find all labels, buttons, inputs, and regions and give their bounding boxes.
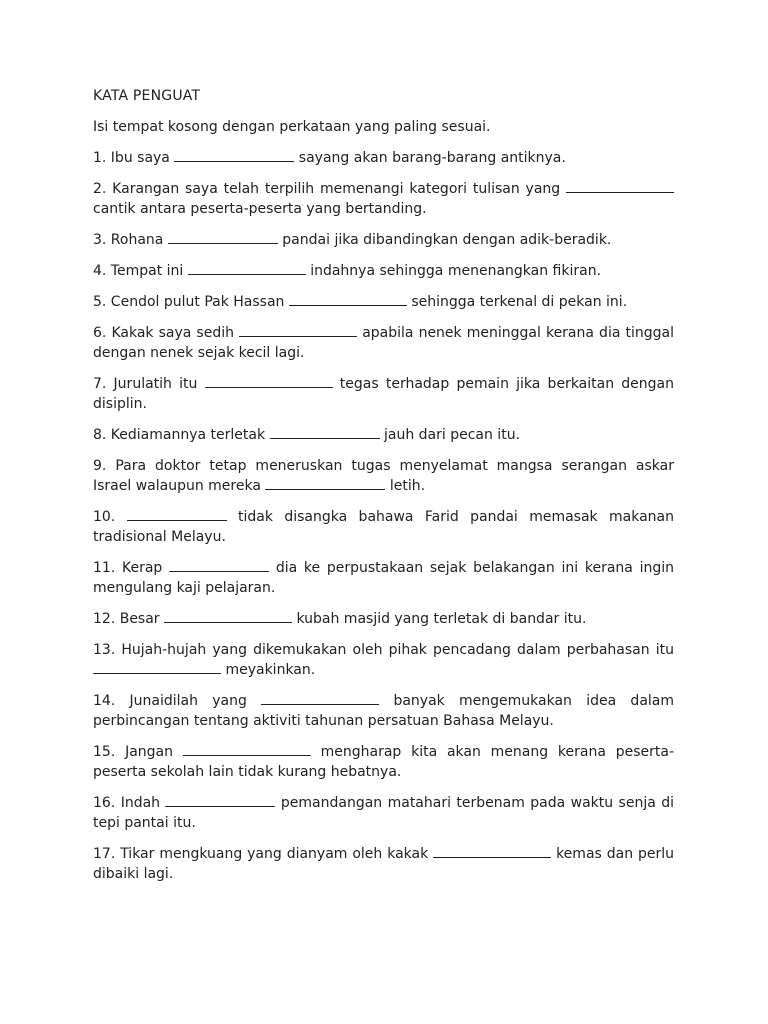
question-15 [93, 742, 674, 782]
worksheet [93, 86, 674, 895]
question-2 [93, 179, 674, 219]
question-text: 3. Rohana [93, 232, 164, 248]
question-text: 9. Para doktor tetap meneruskan tugas menyelamat mangsa serangan askar Israel walaupun mereka [93, 458, 674, 494]
worksheet-title: KATA PENGUAT [93, 88, 201, 104]
question-text: 2. Karangan saya telah terpilih memenangi kategori tulisan yang [93, 181, 561, 197]
question-text: tidak disangka bahawa Farid pandai memasak makanan tradisional Melayu. [93, 509, 674, 545]
answer-blank[interactable] [165, 793, 275, 807]
question-text: jauh dari pecan itu. [383, 427, 521, 443]
answer-blank[interactable] [169, 558, 269, 572]
question-14 [93, 691, 674, 731]
question-7 [93, 374, 674, 414]
question-text: kubah masjid yang terletak di bandar itu. [296, 611, 587, 627]
question-text: 5. Cendol pulut Pak Hassan [93, 294, 285, 310]
question-text: cantik antara peserta-peserta yang bertanding. [93, 201, 427, 217]
answer-blank[interactable] [566, 179, 674, 193]
question-text: sayang akan barang-barang antiknya. [298, 150, 566, 166]
question-text: 17. Tikar mengkuang yang dianyam oleh kakak [93, 846, 429, 862]
answer-blank[interactable] [127, 507, 227, 521]
question-text: 16. Indah [93, 795, 161, 811]
answer-blank[interactable] [188, 261, 306, 275]
question-text: 4. Tempat ini [93, 263, 184, 279]
question-text: mengharap kita akan menang kerana peserta-peserta sekolah lain tidak kurang hebatnya. [93, 744, 675, 780]
question-16 [93, 793, 674, 833]
question-text: 6. Kakak saya sedih [93, 325, 234, 341]
question-6 [93, 323, 674, 363]
question-1 [93, 148, 674, 168]
worksheet-instruction: Isi tempat kosong dengan perkataan yang paling sesuai. [93, 119, 491, 135]
question-text: apabila nenek meninggal kerana dia tinggal dengan nenek sejak kecil lagi. [93, 325, 674, 361]
question-13 [93, 640, 674, 680]
question-10 [93, 507, 674, 547]
question-11 [93, 558, 674, 598]
question-text: sehingga terkenal di pekan ini. [411, 294, 628, 310]
question-text: kemas dan perlu dibaiki lagi. [93, 846, 675, 882]
question-text: pemandangan matahari terbenam pada waktu senja di tepi pantai itu. [93, 795, 675, 831]
question-4 [93, 261, 674, 281]
question-3 [93, 230, 674, 250]
question-text: 13. Hujah-hujah yang dikemukakan oleh pihak pencadang dalam perbahasan itu [93, 642, 674, 658]
question-text: 12. Besar [93, 611, 160, 627]
question-text: 14. Junaidilah yang [93, 693, 247, 709]
answer-blank[interactable] [205, 374, 333, 388]
answer-blank[interactable] [289, 292, 407, 306]
question-5 [93, 292, 674, 312]
answer-blank[interactable] [168, 230, 278, 244]
answer-blank[interactable] [261, 691, 379, 705]
question-text: meyakinkan. [225, 662, 316, 678]
answer-blank[interactable] [174, 148, 294, 162]
answer-blank[interactable] [239, 323, 357, 337]
question-text: 7. Jurulatih itu [93, 376, 198, 392]
answer-blank[interactable] [93, 660, 221, 674]
question-12 [93, 609, 674, 629]
question-text: tegas terhadap pemain jika berkaitan dengan disiplin. [93, 376, 674, 412]
question-text: 11. Kerap [93, 560, 163, 576]
answer-blank[interactable] [164, 609, 292, 623]
question-text: pandai jika dibandingkan dengan adik-beradik. [282, 232, 612, 248]
answer-blank[interactable] [433, 844, 551, 858]
question-text: 10. [93, 509, 116, 525]
question-text: dia ke perpustakaan sejak belakangan ini kerana ingin mengulang kaji pelajaran. [93, 560, 675, 596]
question-text: 8. Kediamannya terletak [93, 427, 266, 443]
question-9 [93, 456, 674, 496]
question-8 [93, 425, 674, 445]
answer-blank[interactable] [270, 425, 380, 439]
question-text: letih. [389, 478, 426, 494]
question-text: banyak mengemukakan idea dalam perbincangan tentang aktiviti tahunan persatuan Bahasa Melayu. [93, 693, 675, 729]
question-text: 15. Jangan [93, 744, 173, 760]
question-text: 1. Ibu saya [93, 150, 170, 166]
question-text: indahnya sehingga menenangkan fikiran. [310, 263, 602, 279]
answer-blank[interactable] [265, 476, 385, 490]
question-17 [93, 844, 674, 884]
answer-blank[interactable] [183, 742, 311, 756]
